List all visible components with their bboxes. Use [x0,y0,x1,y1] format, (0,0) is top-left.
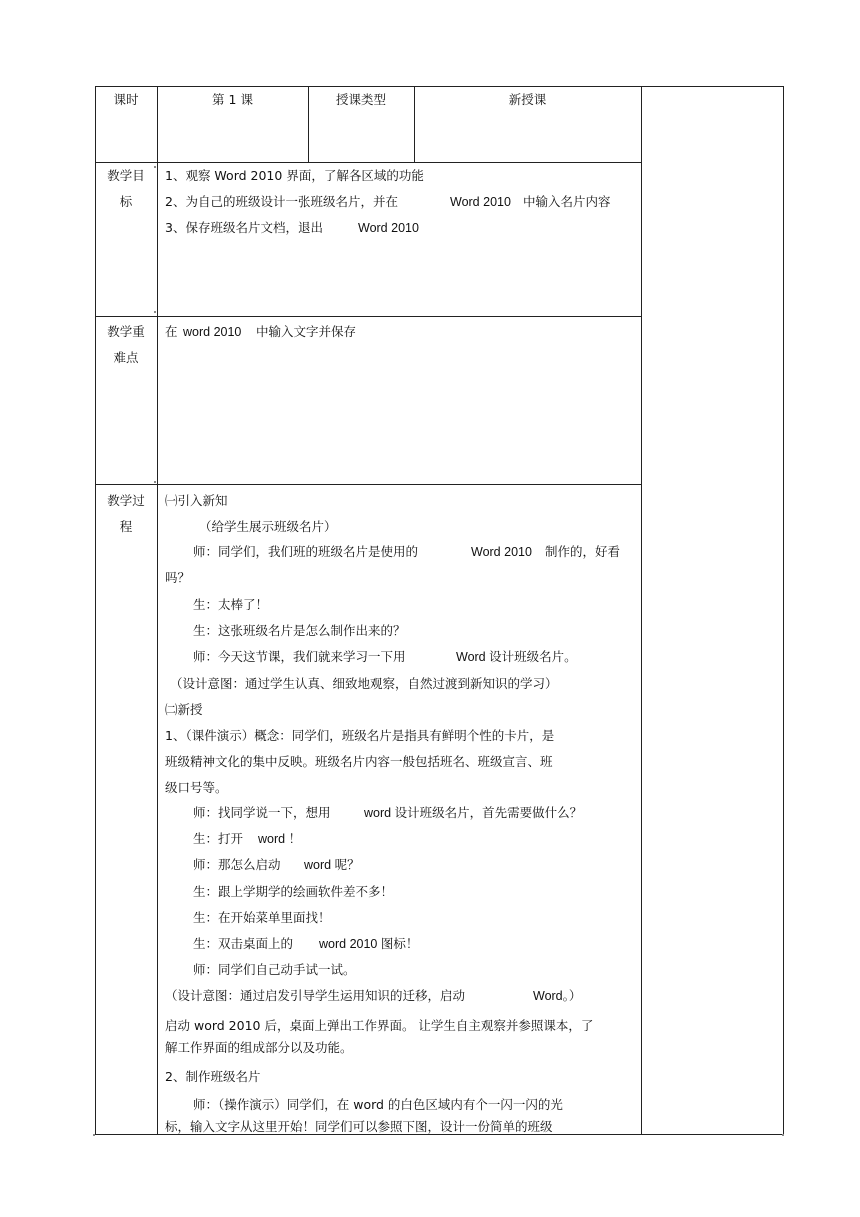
process-line: 标，输入文字从这里开始！同学们可以参照下图，设计一份简单的班级 [165,1119,553,1134]
process-line: 生：太棒了！ [193,597,269,612]
label-column-border [157,86,158,1134]
process-line-latin: word 2010 图标！ [319,937,419,951]
table-top-border [95,86,783,87]
objectives-label-line2: 标 [119,194,133,209]
process-line: （设计意图：通过启发引导学生运用知识的迁移，启动 [165,988,466,1003]
process-line: 级口号等。 [165,780,228,795]
objective-3-part-a: 3、保存班级名片文档，退出 [165,220,323,235]
header-type-label: 授课类型 [335,92,386,107]
process-line: 启动 word 2010 后，桌面上弹出工作界面。 让学生自主观察并参照课本，了 [165,1018,594,1033]
row-divider-objectives [95,316,642,317]
process-line-latin: Word 2010 [471,545,532,559]
row-divider-keypoints [95,484,642,485]
header-lesson-number: 第 1 课 [212,92,253,107]
process-line: （设计意图：通过学生认真、细致地观察，自然过渡到新知识的学习） [170,676,558,691]
header-type-value: 新授课 [508,92,547,107]
process-line: 生：跟上学期学的绘画软件差不多！ [193,884,394,899]
process-line: 吗？ [165,570,191,585]
process-line: 班级精神文化的集中反映。班级名片内容一般包括班名、班级宣言、班 [165,754,553,769]
objective-2-part-b: Word 2010 [450,195,511,209]
process-line: 师：（操作演示）同学们，在 word 的白色区域内有个一闪一闪的光 [193,1097,563,1112]
process-line-latin: word 设计班级名片，首先需要做什么？ [364,806,583,820]
keypoints-text-c: 中输入文字并保存 [256,324,357,339]
keypoints-text-a: 在 [165,324,178,339]
process-line: 生：在开始菜单里面找！ [193,910,331,925]
table-right-border [783,86,784,1134]
process-line: 2、制作班级名片 [165,1069,261,1084]
row-divider-header [95,162,642,163]
process-line: 师：找同学说一下，想用 [193,805,331,820]
corner-tick [93,1134,95,1136]
objective-1: 1、观察 Word 2010 界面，了解各区域的功能 [165,168,424,183]
process-line: 解工作界面的组成部分以及功能。 [165,1040,353,1055]
process-line-latin: Word。） [533,989,582,1003]
objective-3-part-b: Word 2010 [358,221,419,235]
process-line: 1、（课件演示）概念：同学们，班级名片是指具有鲜明个性的卡片，是 [165,728,555,743]
process-label-line1: 教学过 [107,493,145,508]
process-line: ㈡新授 [165,702,203,717]
keypoints-label-line2: 难点 [113,350,139,365]
content-right-border [641,86,642,1134]
process-line-latin: word ！ [258,832,302,846]
objectives-label-line1: 教学目 [107,168,145,183]
process-line: （给学生展示班级名片） [199,519,337,534]
process-line-latin: word 呢？ [304,858,360,872]
process-label-line2: 程 [119,519,133,534]
corner-tick [782,1134,784,1136]
objective-2-part-c: 中输入名片内容 [523,194,611,209]
process-line: 师：今天这节课，我们就来学习一下用 [193,649,406,664]
objective-2-part-a: 2、为自己的班级设计一张班级名片，并在 [165,194,398,209]
process-line: 生：这张班级名片是怎么制作出来的？ [193,623,406,638]
corner-tick [154,311,156,313]
corner-tick [154,481,156,483]
keypoints-label-line1: 教学重 [107,324,145,339]
keypoints-text-b: word 2010 [183,325,242,339]
process-line-latin: Word 设计班级名片。 [456,650,577,664]
process-line: 生：打开 [193,831,244,846]
process-line: 制作的，好看 [545,544,621,559]
process-line: 生：双击桌面上的 [193,936,294,951]
process-line: 师：那怎么启动 [193,857,281,872]
header-period-label: 课时 [113,92,139,107]
table-left-border [95,86,96,1134]
process-line: ㈠引入新知 [165,493,228,508]
process-line: 师：同学们，我们班的班级名片是使用的 [193,544,419,559]
process-line: 师：同学们自己动手试一试。 [193,962,356,977]
